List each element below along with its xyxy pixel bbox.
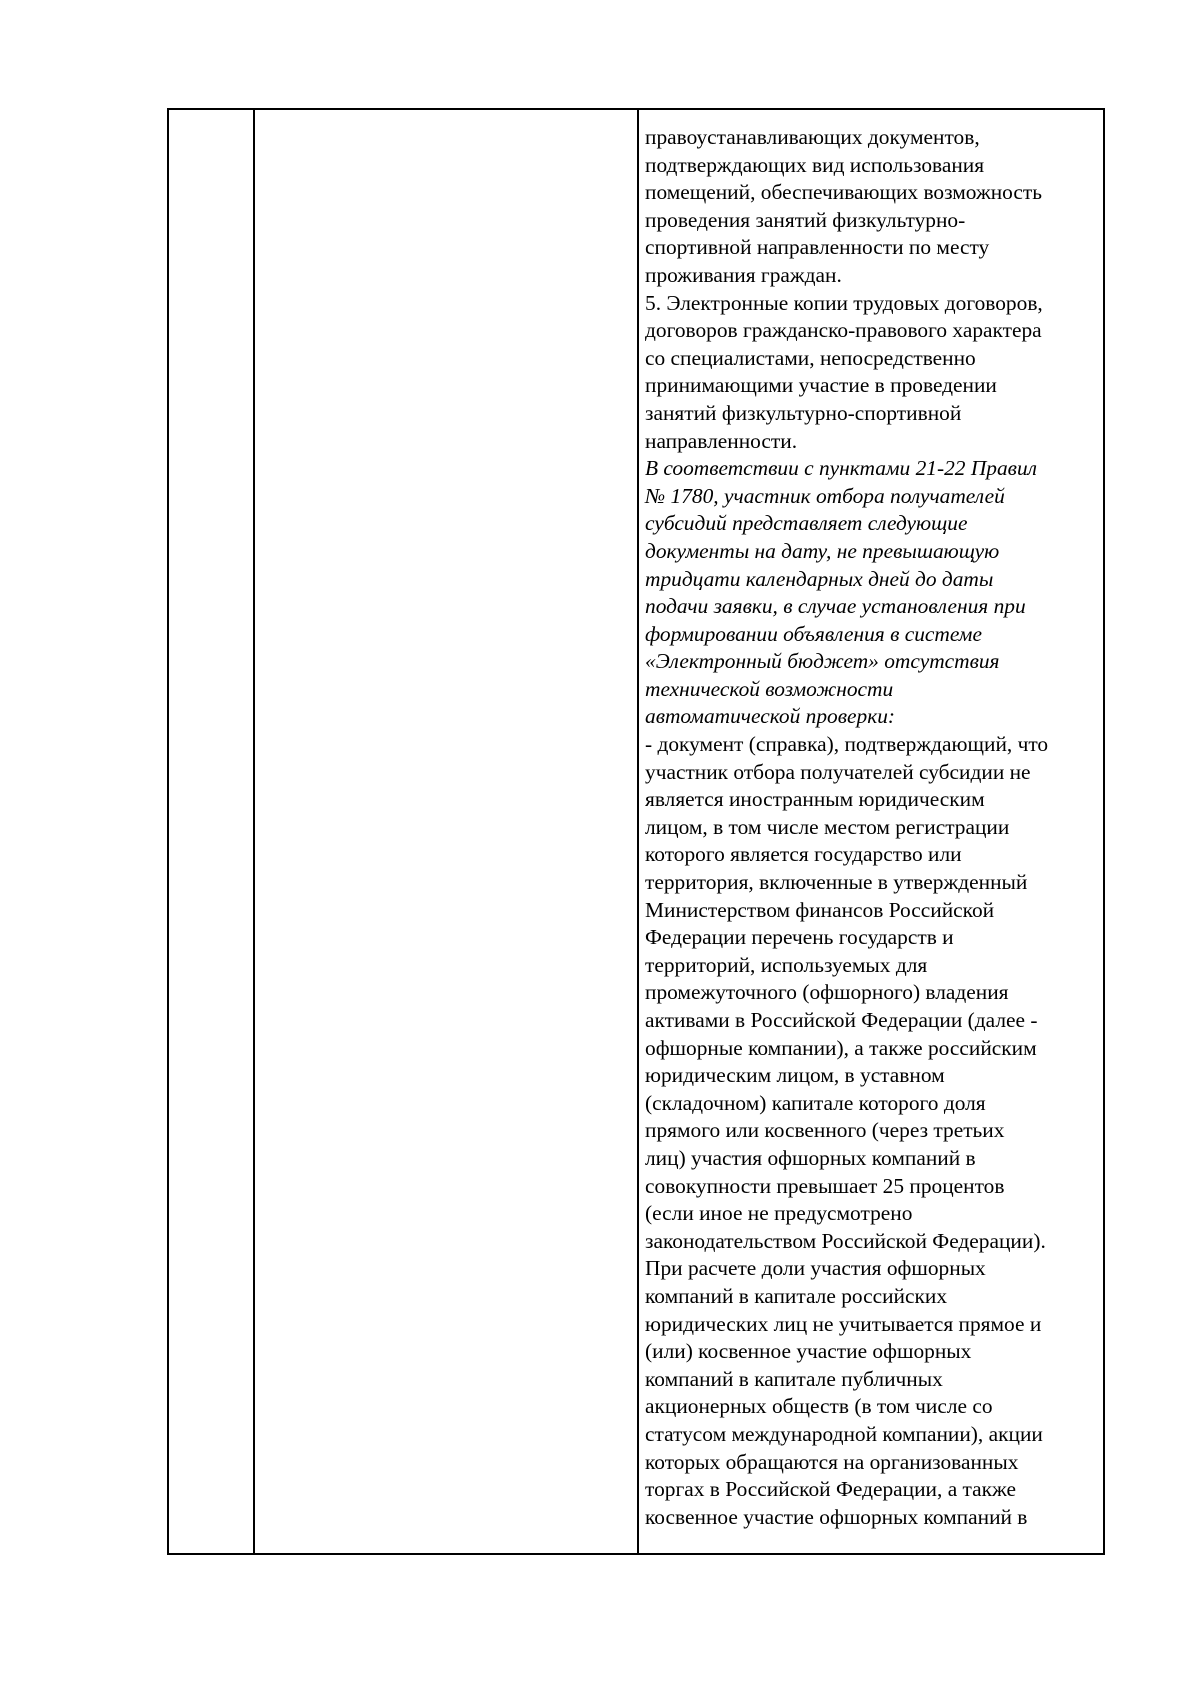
- text-line: офшорные компании), а также российским: [645, 1035, 1037, 1060]
- text-line: территорий, используемых для: [645, 952, 928, 977]
- text-line: которого является государство или: [645, 842, 962, 867]
- text-line: со специалистами, непосредственно: [645, 345, 976, 370]
- text-line: № 1780, участник отбора получателей: [645, 483, 1005, 508]
- text-line: направленности.: [645, 428, 798, 453]
- text-line: лицом, в том числе местом регистрации: [645, 814, 1010, 839]
- text-line: тридцати календарных дней до даты: [645, 566, 994, 591]
- text-line: косвенное участие офшорных компаний в: [645, 1504, 1028, 1529]
- text-line: (или) косвенное участие офшорных: [645, 1339, 972, 1364]
- text-line: занятий физкультурно-спортивной: [645, 400, 962, 425]
- table-cell-name: [255, 110, 639, 1553]
- text-line: является иностранным юридическим: [645, 787, 985, 812]
- text-line: Федерации перечень государств и: [645, 925, 954, 950]
- text-line: технической возможности: [645, 676, 894, 701]
- text-line: акционерных обществ (в том числе со: [645, 1394, 993, 1419]
- text-line: участник отбора получателей субсидии не: [645, 759, 1031, 784]
- text-line: При расчете доли участия офшорных: [645, 1256, 986, 1281]
- text-line: статусом международной компании), акции: [645, 1421, 1043, 1446]
- text-line: лиц) участия офшорных компаний в: [645, 1145, 976, 1170]
- text-line: подачи заявки, в случае установления при: [645, 594, 1026, 619]
- text-line: Министерством финансов Российской: [645, 897, 995, 922]
- text-line: проживания граждан.: [645, 262, 842, 287]
- text-line: компаний в капитале российских: [645, 1283, 948, 1308]
- text-line: В соответствии с пунктами 21-22 Правил: [645, 456, 1037, 481]
- text-line: прямого или косвенного (через третьих: [645, 1118, 1005, 1143]
- text-line: «Электронный бюджет» отсутствия: [645, 649, 1000, 674]
- text-line: документы на дату, не превышающую: [645, 538, 1000, 563]
- text-line: субсидий представляет следующие: [645, 511, 968, 536]
- table-cell-requirements: [639, 110, 1103, 1553]
- text-line: территория, включенные в утвержденный: [645, 870, 1028, 895]
- text-line: которых обращаются на организованных: [645, 1449, 1019, 1474]
- text-line: 5. Электронные копии трудовых договоров,: [645, 290, 1043, 315]
- text-line: (складочном) капитале которого доля: [645, 1090, 986, 1115]
- text-line: законодательством Российской Федерации).: [645, 1228, 1046, 1253]
- text-line: спортивной направленности по месту: [645, 235, 990, 260]
- text-line: помещений, обеспечивающих возможность: [645, 180, 1043, 205]
- text-line: совокупности превышает 25 процентов: [645, 1173, 1005, 1198]
- text-line: проведения занятий физкультурно-: [645, 207, 966, 232]
- text-line: (если иное не предусмотрено: [645, 1201, 913, 1226]
- document-table: [167, 108, 1105, 1555]
- text-line: юридических лиц не учитывается прямое и: [645, 1311, 1042, 1336]
- text-line: - документ (справка), подтверждающий, что: [645, 732, 1049, 757]
- table-cell-number: [169, 110, 255, 1553]
- text-line: активами в Российской Федерации (далее -: [645, 1008, 1038, 1032]
- text-line: юридическим лицом, в уставном: [645, 1063, 945, 1088]
- text-line: компаний в капитале публичных: [645, 1366, 943, 1391]
- text-line: принимающими участие в проведении: [645, 373, 997, 398]
- text-line: торгах в Российской Федерации, а также: [645, 1477, 1017, 1502]
- text-line: договоров гражданско-правового характера: [645, 318, 1042, 343]
- text-line: промежуточного (офшорного) владения: [645, 980, 1009, 1005]
- text-line: формировании объявления в системе: [645, 621, 982, 646]
- text-line: автоматической проверки:: [645, 704, 896, 729]
- text-line: подтверждающих вид использования: [645, 152, 985, 177]
- text-line: правоустанавливающих документов,: [645, 125, 980, 149]
